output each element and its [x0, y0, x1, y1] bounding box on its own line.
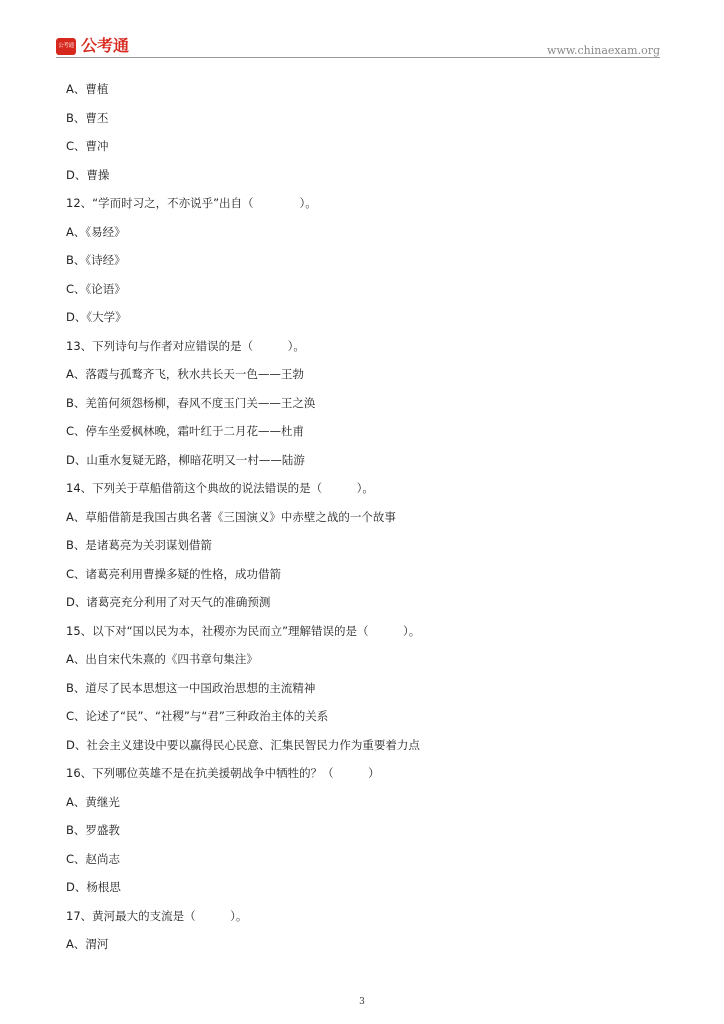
option-line: A、曹植 [66, 82, 109, 96]
page-header [56, 36, 660, 58]
option-line: D、社会主义建设中要以赢得民心民意、汇集民智民力作为重要着力点 [66, 737, 420, 752]
page-number: 3 [359, 997, 365, 1007]
option-line: B、道尽了民本思想这一中国政治思想的主流精神 [66, 680, 316, 695]
header-divider [56, 57, 660, 58]
question-line: 14、下列关于草船借箭这个典故的说法错误的是（ ）。 [66, 481, 374, 495]
question-line: 16、下列哪位英雄不是在抗美援朝战争中牺牲的？（ ） [66, 766, 380, 780]
option-line: C、曹冲 [66, 139, 109, 153]
site-url: www.chinaexam.org [547, 44, 660, 57]
option-line: D、曹操 [66, 167, 110, 182]
option-line: C、赵尚志 [66, 851, 121, 866]
option-line: D、杨根思 [66, 880, 121, 894]
logo-text: 公考通 [81, 36, 130, 55]
option-line: D、《大学》 [66, 310, 127, 324]
option-line: B、羌笛何须怨杨柳，春风不度玉门关——王之涣 [66, 395, 316, 410]
question-line: 12、“学而时习之，不亦说乎”出自（ ）。 [66, 196, 317, 210]
option-line: C、论述了“民”、“社稷”与“君”三种政治主体的关系 [66, 709, 329, 723]
logo [56, 36, 129, 56]
question-line: 17、黄河最大的支流是（ ）。 [66, 908, 248, 923]
option-line: C、诸葛亮利用曹操多疑的性格，成功借箭 [66, 566, 282, 581]
option-line: A、出自宋代朱熹的《四书章句集注》 [66, 652, 258, 666]
option-line: A、草船借箭是我国古典名著《三国演义》中赤壁之战的一个故事 [66, 509, 396, 524]
option-line: D、山重水复疑无路，柳暗花明又一村——陆游 [66, 452, 305, 467]
option-line: A、黄继光 [66, 794, 120, 809]
option-line: B、是诸葛亮为关羽谋划借箭 [66, 538, 212, 552]
option-line: B、《诗经》 [66, 253, 126, 267]
logo-badge: 公考通 [56, 38, 76, 55]
option-line: A、《易经》 [66, 224, 126, 239]
option-line: B、曹丕 [66, 110, 109, 125]
option-line: A、落霞与孤鹜齐飞，秋水共长天一色——王勃 [66, 367, 304, 381]
option-line: C、《论语》 [66, 281, 126, 296]
option-line: A、渭河 [66, 937, 109, 951]
option-line: D、诸葛亮充分利用了对天气的准确预测 [66, 595, 271, 609]
option-line: C、停车坐爱枫林晚，霜叶红于二月花——杜甫 [66, 424, 305, 438]
question-line: 13、下列诗句与作者对应错误的是（ ）。 [66, 338, 305, 353]
document-body [66, 79, 666, 963]
option-line: B、罗盛教 [66, 823, 120, 837]
question-line: 15、以下对“国以民为本，社稷亦为民而立”理解错误的是（ ）。 [66, 623, 421, 638]
